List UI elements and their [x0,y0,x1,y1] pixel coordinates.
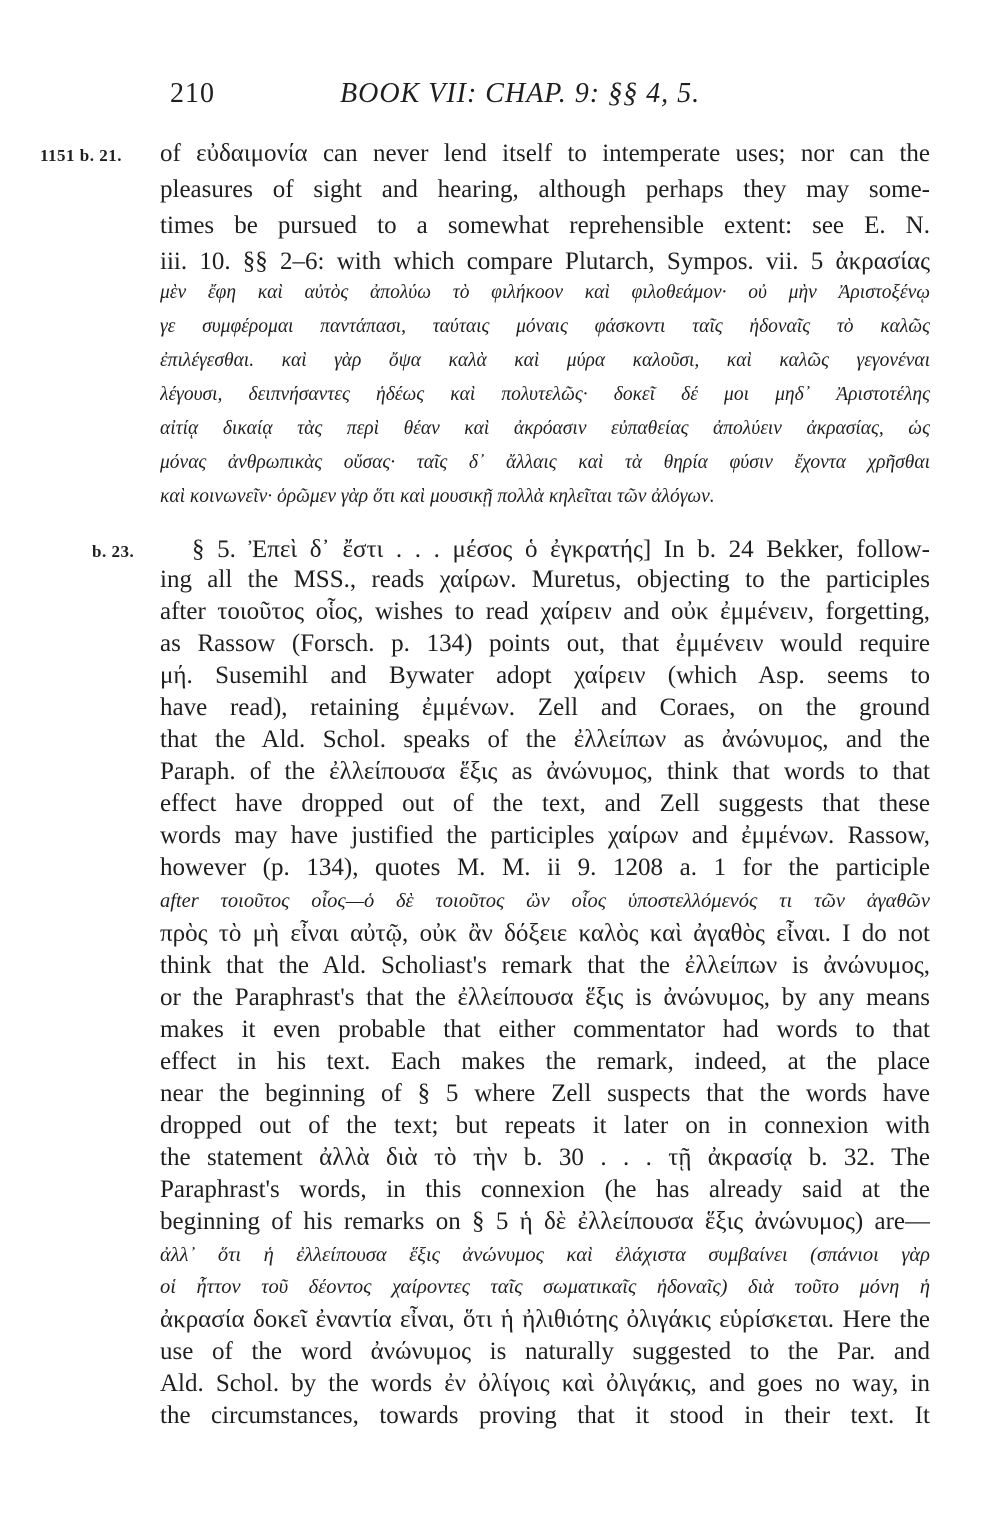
text-line: as Rassow (Forsch. p. 134) points out, that ἐμμένειν would require [160,630,930,657]
text-line: or the Paraphrast's that the ἐλλείπουσα ἕξις is ἀνώνυμος, by any means [160,984,930,1011]
text-line: pleasures of sight and hearing, although perhaps they may some- [160,176,930,203]
text-line: the statement ἀλλὰ διὰ τὸ τὴν b. 30 . . . τῇ ἀκρασίᾳ b. 32. The [160,1144,930,1171]
page-header [0,78,1000,118]
text-line: think that the Ald. Scholiast's remark that the ἐλλείπων is ἀνώνυμος, [160,952,930,979]
text-line: Paraphrast's words, in this connexion (he has already said at the [160,1176,930,1203]
text-line: times be pursued to a somewhat reprehensible extent: see E. N. [160,212,930,239]
text-line: ἀλλ᾽ ὅτι ἡ ἐλλείπουσα ἕξις ἀνώνυμος καὶ ἐλάχιστα συμβαίνει (σπάνιοι γὰρ [160,1244,930,1266]
text-line: λέγουσι, δειπνήσαντες ἡδέως καὶ πολυτελῶς· δοκεῖ δέ μοι μηδ᾽ Ἀριστοτέλης [160,384,930,405]
text-line: effect in his text. Each makes the remark, indeed, at the place [160,1048,930,1075]
text-line: of εὐδαιμονία can never lend itself to intemperate uses; nor can the [160,140,930,167]
text-line: iii. 10. §§ 2–6: with which compare Plutarch, Sympos. vii. 5 ἀκρασίας [160,248,930,275]
text-line: have read), retaining ἐμμένων. Zell and Coraes, on the ground [160,694,930,721]
text-line: use of the word ἀνώνυμος is naturally suggested to the Par. and [160,1338,930,1365]
text-line: ing all the MSS., reads χαίρων. Muretus, objecting to the participles [160,566,930,593]
text-line: ἀκρασία δοκεῖ ἐναντία εἶναι, ὅτι ἡ ἠλιθιότης ὀλιγάκις εὑρίσκεται. Here the [160,1306,930,1333]
text-line: near the beginning of § 5 where Zell suspects that the words have [160,1080,930,1107]
text-line: ἐπιλέγεσθαι. καὶ γὰρ ὄψα καλὰ καὶ μύρα καλοῦσι, καὶ καλῶς γεγονέναι [160,350,930,371]
text-line: makes it even probable that either commentator had words to that [160,1016,930,1043]
text-line: after τοιοῦτος οἷος, wishes to read χαίρειν and οὐκ ἐμμένειν, forgetting, [160,598,930,625]
text-line: μὲν ἔφη καὶ αὐτὸς ἀπολύω τὸ φιλήκοον καὶ φιλοθεάμον· οὐ μὴν Ἀριστοξένῳ [160,282,930,303]
text-line: beginning of his remarks on § 5 ἡ δὲ ἐλλείπουσα ἕξις ἀνώνυμος) are— [160,1208,930,1235]
text-line: καὶ κοινωνεῖν· ὁρῶμεν γὰρ ὅτι καὶ μουσικῇ πολλὰ κηλεῖται τῶν ἀλόγων. [160,486,715,507]
text-line: dropped out of the text; but repeats it later on in connexion with [160,1112,930,1139]
text-line: Ald. Schol. by the words ἐν ὀλίγοις καὶ ὀλιγάκις, and goes no way, in [160,1370,930,1397]
text-line: γε συμφέρομαι παντάπασι, ταύταις μόναις φάσκοντι ταῖς ἡδοναῖς τὸ καλῶς [160,316,930,337]
text-line: after τοιοῦτος οἷος—ὁ δὲ τοιοῦτος ὢν οἷος ὑποστελλόμενός τι τῶν ἀγαθῶν [160,890,930,912]
page-number: 210 [170,78,215,109]
text-line: πρὸς τὸ μὴ εἶναι αὐτῷ, οὐκ ἂν δόξειε καλὸς καὶ ἀγαθὸς εἶναι. I do not [160,920,930,947]
text-line: αἰτίᾳ δικαίᾳ τὰς περὶ θέαν καὶ ἀκρόασιν εὐπαθείας ἀπολύειν ἀκρασίας, ὡς [160,418,930,439]
text-line: μόνας ἀνθρωπικὰς οὔσας· ταῖς δ᾽ ἄλλαις καὶ τὰ θηρία φύσιν ἔχοντα χρῆσθαι [160,452,930,473]
running-head: BOOK VII: CHAP. 9: §§ 4, 5. [340,78,701,109]
text-line: words may have justified the participles χαίρων and ἐμμένων. Rassow, [160,822,930,849]
lemma-line: § 5. Ἐπεὶ δ᾽ ἔστι . . . μέσος ὁ ἐγκρατής] In b. 24 Bekker, follow- [192,536,930,563]
text-line: however (p. 134), quotes M. M. ii 9. 1208 a. 1 for the participle [160,854,930,881]
text-line: the circumstances, towards proving that it stood in their text. It [160,1402,930,1429]
marginal-reference: 1151 b. 21. [40,146,123,165]
text-line: that the Ald. Schol. speaks of the ἐλλείπων as ἀνώνυμος, and the [160,726,930,753]
marginal-reference: b. 23. [92,542,135,561]
text-line: οἱ ἧττον τοῦ δέοντος χαίροντες ταῖς σωματικαῖς ἡδοναῖς) διὰ τοῦτο μόνη ἡ [160,1276,930,1298]
text-line: μή. Susemihl and Bywater adopt χαίρειν (which Asp. seems to [160,662,930,689]
text-line: effect have dropped out of the text, and Zell suggests that these [160,790,930,817]
text-line: Paraph. of the ἐλλείπουσα ἕξις as ἀνώνυμος, think that words to that [160,758,930,785]
